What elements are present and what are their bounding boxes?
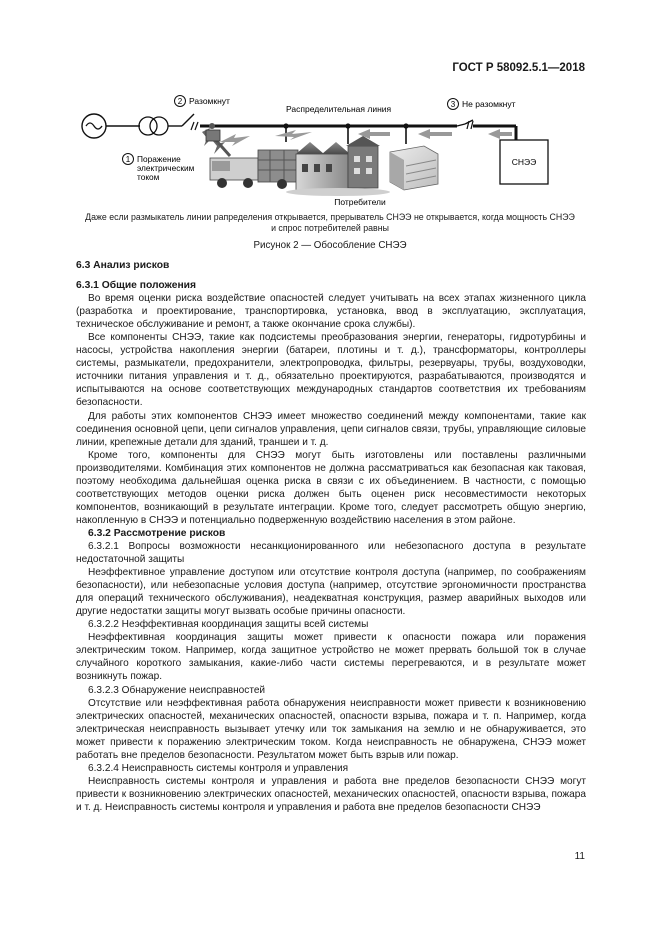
subheading-6-3-2-4: 6.3.2.4 Неисправность системы контроля и управления xyxy=(88,762,349,774)
transformer-symbol xyxy=(139,117,168,135)
paragraph: Кроме того, компоненты для СНЭЭ могут быть изготовлены или поставлены различными производителями. Комбинация этих компонентов не должна рассматриваться как безопасная как таковая, поэтому необходима дальнейшая оценка риска в связи с их объединением. В частности, с помощью соответствующих методов оценки риска должен быть оценен риск несовместимости некоторых компонентов, возникающий в результате интеграции. Кроме того, следует рассмотреть общую энергию, накопленную в СНЭЭ и потенциально подверженную воздействию населения в этом районе. xyxy=(76,449,586,526)
paragraph: Все компоненты СНЭЭ, такие как подсистемы преобразования энергии, генераторы, гидротурбины и насосы, устройства накопления энергии (батареи, плотины и т. д.), трансформаторы, контроллеры системы, размыкатели, предохранители, электропроводка, фильтры, резервуары, трубы, воздуховодки, источники питания управления и т. д., обязательно проектируются, разрабатываются, производятся и испытываются на основе соответствующих международных стандартов соответствия их требованиям безопасности. xyxy=(76,332,586,409)
standard-code: ГОСТ Р 58092.5.1—2018 xyxy=(452,62,585,74)
label-shock-line2: электрическим xyxy=(137,163,195,173)
callout-3: 3 xyxy=(450,100,456,109)
heading-6-3-2: 6.3.2 Рассмотрение рисков xyxy=(88,527,226,539)
figure-snee-isolation xyxy=(60,84,600,216)
paragraph: Неэффективная координация защиты может привести к опасности пожара или поражения электрическим током. Например, когда защитное устройство не может прервать большой ток в случае случайного короткого замыкания, какие-либо части системы перегреваются, и в результате может возникнуть пожар. xyxy=(76,632,586,683)
consumer-factory xyxy=(286,136,390,196)
subheading-6-3-2-2: 6.3.2.2 Неэффективная координация защиты всей системы xyxy=(88,619,369,631)
snee-label: СНЭЭ xyxy=(511,157,537,167)
callout-1: 1 xyxy=(125,155,131,164)
subheading-6-3-2-1: 6.3.2.1 Вопросы возможности несанкционированного или небезопасного доступа в результате недостаточной защиты xyxy=(76,540,586,566)
figure-note-line1: Даже если размыкатель линии рапределения открывается, прерыватель СНЭЭ не открывается, когда мощность СНЭЭ xyxy=(85,212,575,222)
breaker-open-2 xyxy=(182,114,198,130)
page-number: 11 xyxy=(574,851,585,862)
callout-2: 2 xyxy=(177,97,183,106)
bucket-truck xyxy=(206,123,298,189)
breaker-closed-3 xyxy=(457,120,473,129)
consumer-building xyxy=(390,146,438,190)
label-shock-line1: Поражение xyxy=(137,154,181,164)
figure-note xyxy=(62,212,598,234)
document-body xyxy=(76,259,586,814)
figure-caption: Рисунок 2 — Обособление СНЭЭ xyxy=(253,240,407,251)
label-consumers: Потребители xyxy=(334,197,386,207)
label-shock-line3: током xyxy=(137,172,160,182)
label-distribution-line: Распределительная линия xyxy=(286,104,392,114)
generator-symbol xyxy=(82,114,106,138)
paragraph: Для работы этих компонентов СНЭЭ имеет множество соединений между компонентами, такие как соединения основной цепи, цепи сигналов управления, цепи сигналов связи, трубы, управляющие силовые линии, крепежные детали для зданий, траншеи и т. д. xyxy=(76,410,586,448)
label-breaker-open: Разомкнут xyxy=(189,96,230,106)
subheading-6-3-2-3: 6.3.2.3 Обнаружение неисправностей xyxy=(88,684,266,696)
paragraph: Во время оценки риска воздействие опасностей следует учитывать на всех этапах жизненного цикла (разработка и проектирование, транспортировка, установка, ввод в эксплуатацию, эксплуатация, техническое обслуживание и ремонт, а также окончание срока службы). xyxy=(76,293,586,331)
figure-note-line2: и спрос потребителей равны xyxy=(271,223,389,233)
paragraph: Неисправность системы контроля и управления и работа вне пределов безопасности СНЭЭ могут привести к возникновению электрических опасностей, механических опасностей, опасности взрыва, пожара и т. д. Неисправность системы контроля и управления и работа вне пределов безопасности СНЭЭ xyxy=(76,775,586,813)
heading-6-3: 6.3 Анализ рисков xyxy=(76,260,170,271)
paragraph: Неэффективное управление доступом или отсутствие контроля доступа (например, по соображениям безопасности), или небезопасные условия доступа (например, отсутствие эргономичности пространства для операций технического обслуживания), неадекватная конструкция, размер аварийных выходов или другие недостатки защиты могут вызвать особые причины опасности. xyxy=(76,567,586,618)
paragraph: Отсутствие или неэффективная работа обнаружения неисправности может привести к возникновению электрических опасностей, механических опасностей, опасности взрыва, пожара и т. п. Например, когда электрическая неисправность вызывает утечку или ток замыкания на землю и не обнаруживается, это может привести к поражению электрическим током. Когда неисправность не обнаружена, СНЭЭ может работать вне пределов безопасности. Результатом может быть взрыв или пожар. xyxy=(76,697,586,761)
label-not-open: Не разомкнут xyxy=(462,99,516,109)
heading-6-3-1: 6.3.1 Общие положения xyxy=(76,280,196,292)
